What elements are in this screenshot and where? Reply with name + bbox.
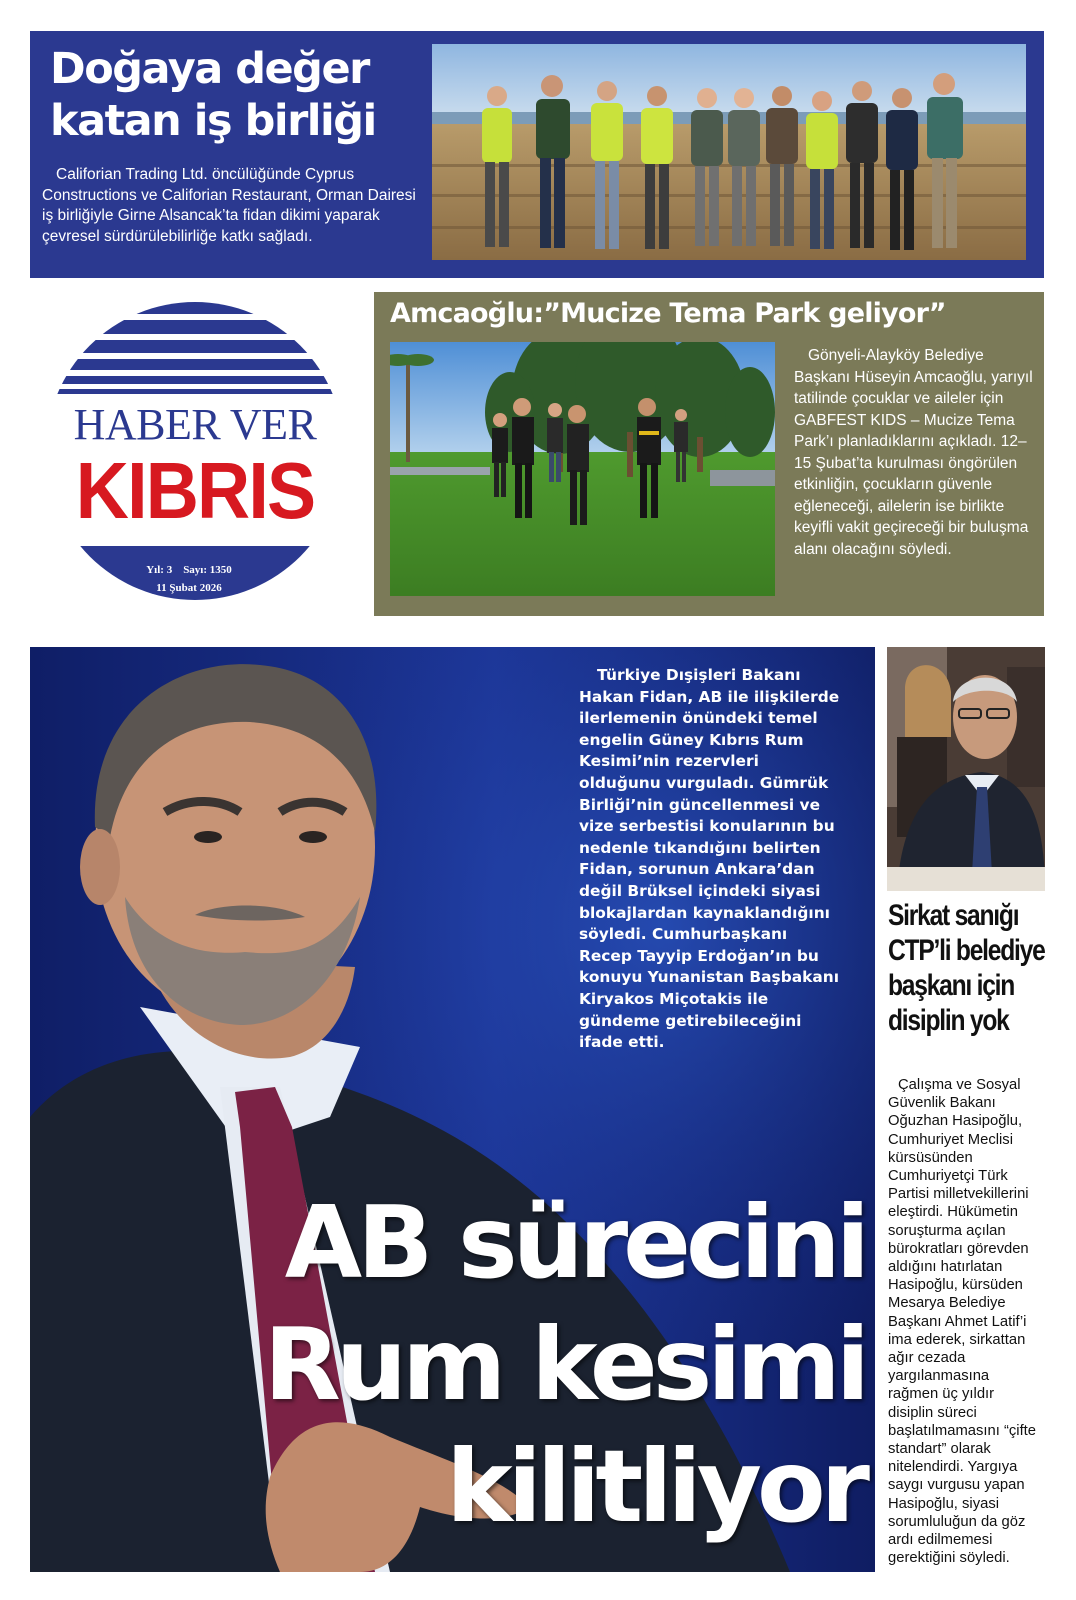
masthead-name-top: HABER VER	[73, 400, 317, 449]
feature-story-body: Gönyeli-Alayköy Belediye Başkanı Hüseyin Amcaoğlu, yarıyıl tatilinde çocuklar ve aileler için GABFEST KIDS – Mucize Tema Park’ı planladıklarını açıkladı. 12–15 Şubat’ta kurulması öngörülen etkinliğin, çocukların güvenle eğleneceği, ailelerin ise birlikte keyifli vakit geçireceği bir buluşma alanı olacağını söyledi.	[794, 347, 1033, 558]
side-story-body: Çalışma ve Sosyal Güvenlik Bakanı Oğuzhan Hasipoğlu, Cumhuriyet Meclisi kürsüsünden Cumhuriyetçi Türk Partisi milletvekillerini eleştirdi. Hükümetin soruşturma açılan bürokratları görevden aldığını hatırlatan Hasipoğlu, kürsüden Mesarya Belediye Başkanı Ahmet Latif’i ima ederek, sirkattan ağır cezada yargılanmasına rağmen üç yıldır disiplin süreci başlatılmamasını “çifte standart” olarak nitelendirdi. Yargıya saygı vurgusu yapan Hasipoğlu, siyasi sorumluluğun da göz ardı edilmemesi gerektiğini söyledi.	[888, 1077, 1037, 1567]
masthead-date: 11 Şubat 2026	[156, 582, 222, 594]
main-story-headline[interactable]	[160, 1182, 865, 1548]
park-visit-photo-graphic	[390, 342, 775, 596]
masthead-logo[interactable]	[44, 300, 346, 602]
park-visit-photo[interactable]	[390, 342, 775, 596]
side-story-headline[interactable]: Sirkat sanığı CTP’li belediye başkanı için disiplin yok	[888, 899, 1045, 1037]
top-story-box	[30, 31, 1044, 278]
tree-planting-photo[interactable]	[432, 44, 1026, 260]
main-headline-line-1: AB sürecini	[284, 1184, 865, 1301]
main-story-body: Türkiye Dışişleri Bakanı Hakan Fidan, AB ile ilişkilerde ilerlemenin önündeki temel engelin Güney Kıbrıs Rum Kesimi’nin rezervleri olduğunu vurguladı. Gümrük Birliği’nin güncellenmesi ve vize serbestisi konularının bu nedenle tıkandığını belirten Fidan, sorunun Ankara’dan değil Brüksel içindeki siyasi blokajlardan kaynaklandığını söyledi. Cumhurbaşkanı Recep Tayyip Erdoğan’ın bu konuyu Yunanistan Başbakanı Kiryakos Miçotakis ile gündeme getirebileceğini ifade etti.	[579, 666, 840, 1052]
masthead-issue-info: Yıl: 3 Sayı: 1350	[146, 564, 232, 576]
main-headline-line-3: kilitliyor	[446, 1428, 865, 1545]
minister-hasipoglu-photo[interactable]	[887, 647, 1045, 891]
top-story-headline[interactable]: Doğaya değer katan iş birliği	[50, 44, 376, 146]
minister-hasipoglu-photo-graphic	[887, 647, 1045, 891]
main-headline-line-2: Rum kesimi	[263, 1306, 865, 1423]
top-story-body: Califorian Trading Ltd. öncülüğünde Cyprus Constructions ve Califorian Restaurant, Orman Dairesi iş birliğiyle Girne Alsancak’ta fidan dikimi yaparak çevresel sürdürülebilirliğe katkı sağladı.	[42, 166, 416, 245]
masthead-name-bottom: KIBRIS	[75, 446, 315, 535]
tree-planting-photo-graphic	[432, 44, 1026, 260]
feature-story-box	[374, 292, 1044, 616]
main-story-box	[30, 647, 875, 1572]
feature-story-headline[interactable]: Amcaoğlu:”Mucize Tema Park geliyor”	[390, 298, 946, 329]
